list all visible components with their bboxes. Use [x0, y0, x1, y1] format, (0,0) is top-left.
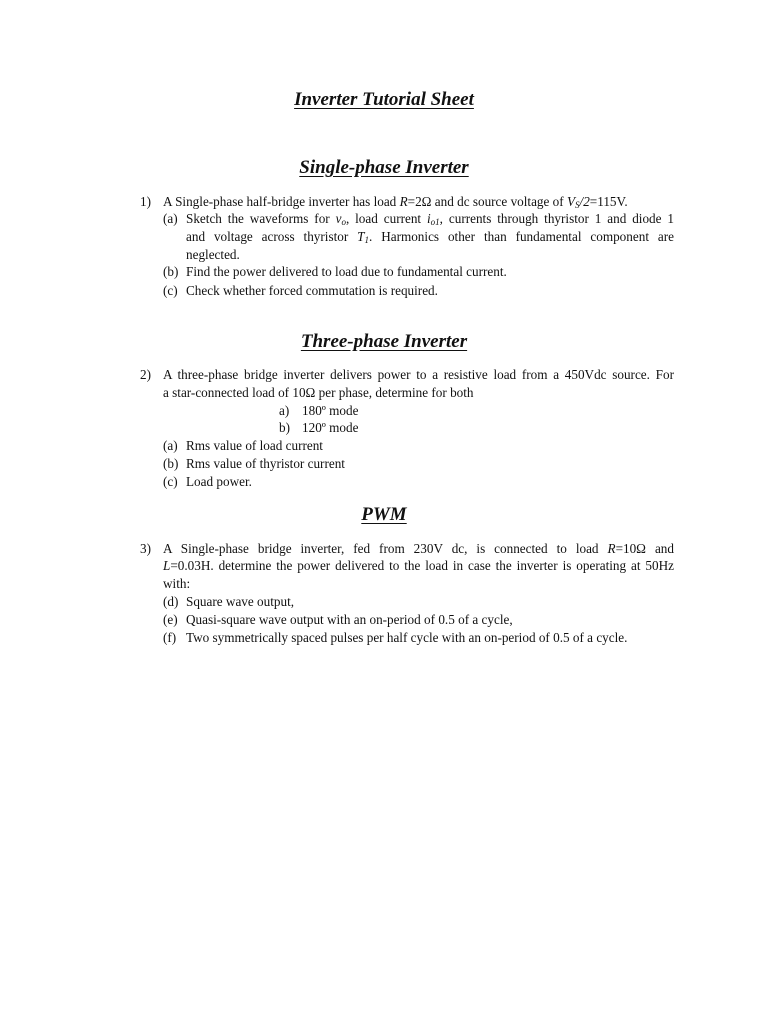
question-3-line-1: A Single-phase bridge inverter, fed from 230V dc, is connected to load R=10Ω and	[163, 541, 674, 556]
question-1-part-c-label: (c)	[163, 283, 178, 298]
mode-a-text: 180º mode	[302, 403, 359, 418]
question-2-part-a-text: Rms value of load current	[186, 438, 323, 453]
question-2-part-b-label: (b)	[163, 456, 179, 471]
question-3-line-3: with:	[163, 576, 191, 591]
question-3-part-d-label: (d)	[163, 594, 179, 609]
question-1-part-b-text: Find the power delivered to load due to fundamental current.	[186, 264, 507, 279]
question-2-part-c-text: Load power.	[186, 474, 252, 489]
question-2-line-1: A three-phase bridge inverter delivers power to a resistive load from a 450Vdc source. For	[163, 367, 674, 382]
question-2-part-a-label: (a)	[163, 438, 178, 453]
question-1-part-a-line-3: neglected.	[186, 247, 240, 262]
mode-a-label: a)	[279, 403, 290, 418]
mode-b-text: 120º mode	[302, 420, 359, 435]
question-3-part-e-label: (e)	[163, 612, 178, 627]
question-3-line-2: L=0.03H. determine the power delivered to the load in case the inverter is operating at 50Hz	[163, 558, 674, 573]
question-1-part-a-label: (a)	[163, 211, 178, 226]
question-1-text: A Single-phase half-bridge inverter has load R=2Ω and dc source voltage of $V_S/2=115V$.	[163, 194, 628, 210]
question-1-part-b-label: (b)	[163, 264, 179, 279]
question-3-part-d-text: Square wave output,	[186, 594, 295, 609]
question-3-part-e-text: Quasi-square wave output with an on-period of 0.5 of a cycle,	[186, 612, 513, 627]
question-2-part-c-label: (c)	[163, 474, 178, 489]
question-3-part-f-label: (f)	[163, 630, 177, 645]
question-2-line-2: a star-connected load of 10Ω per phase, determine for both	[163, 385, 474, 400]
question-1-part-a-line-1: Sketch the waveforms for $v_o$, load current $i_{o1}$, currents through thyristor 1 and diode 1	[186, 211, 674, 227]
question-1-number: 1)	[140, 194, 151, 209]
question-2-number: 2)	[140, 367, 151, 382]
question-1-part-a-line-2: and voltage across thyristor $T_1$. Harmonics other than fundamental component are	[186, 229, 674, 245]
question-3-part-f-text: Two symmetrically spaced pulses per half cycle with an on-period of 0.5 of a cycle.	[186, 630, 628, 645]
single-phase-heading: Single-phase Inverter	[299, 157, 469, 178]
question-3-number: 3)	[140, 541, 151, 556]
question-1-part-c-text: Check whether forced commutation is required.	[186, 283, 438, 298]
mode-b-label: b)	[279, 420, 290, 435]
question-2-part-b-text: Rms value of thyristor current	[186, 456, 345, 471]
pwm-heading: PWM	[361, 504, 407, 525]
three-phase-heading: Three-phase Inverter	[300, 331, 468, 352]
document-title: Inverter Tutorial Sheet	[294, 89, 474, 110]
